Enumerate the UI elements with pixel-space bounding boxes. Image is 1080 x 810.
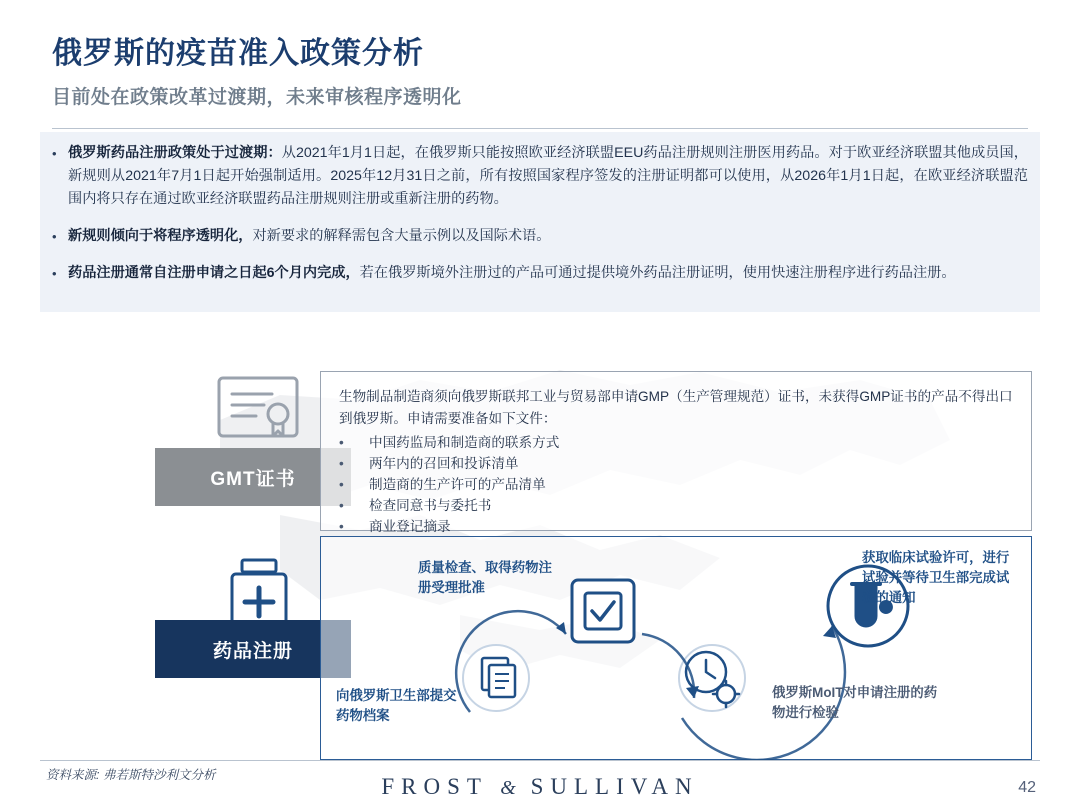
bullet-list (52, 142, 1028, 299)
gmt-item-label: 检查同意书与委托书 (369, 498, 492, 513)
title-block (52, 36, 462, 109)
page-title: 俄罗斯的疫苗准入政策分析 (52, 37, 424, 70)
gmt-requirement-list (339, 432, 1013, 537)
gmt-item-label: 中国药监局和制造商的联系方式 (369, 435, 560, 450)
bullet-body: 对新要求的解释需包含大量示例以及国际术语。 (252, 228, 551, 244)
footer-divider (40, 760, 1040, 761)
bullet-content (68, 142, 1028, 211)
page-subtitle: 目前处在政策改革过渡期，未来审核程序透明化 (52, 87, 462, 108)
bullet-marker: • (339, 519, 344, 534)
gmt-item-label: 商业登记摘录 (369, 519, 451, 534)
bullet-marker: • (339, 477, 344, 492)
bullet-content (68, 225, 1028, 248)
bullet-marker: • (52, 266, 57, 281)
gmt-paragraph: 生物制品制造商须向俄罗斯联邦工业与贸易部申请GMP（生产管理规范）证书，未获得GMP证书的产品不得出口到俄罗斯。申请需要准备如下文件： (339, 389, 1013, 426)
bullet-marker: • (52, 229, 57, 244)
step-quality-check-label: 质量检查、取得药物注册受理批准 (418, 560, 552, 595)
list-item (339, 495, 1013, 516)
bullet-marker: • (52, 146, 57, 161)
brand-right: SULLIVAN (530, 774, 699, 799)
bullet-body: 若在俄罗斯境外注册过的产品可通过提供境外药品注册证明，使用快速注册程序进行药品注册。 (359, 265, 956, 281)
documents-icon (463, 645, 529, 711)
bullet-marker: • (339, 498, 344, 513)
step-moit-test-label: 俄罗斯MoIT对申请注册的药物进行检验 (772, 685, 938, 720)
bullet-lead: 药品注册通常自注册申请之日起6个月内完成， (68, 265, 360, 281)
bullet-lead: 新规则倾向于将程序透明化， (68, 228, 253, 244)
list-item (339, 432, 1013, 453)
step-submit-dossier-label: 向俄罗斯卫生部提交药物档案 (336, 688, 457, 723)
source-note: 资料来源: 弗若斯特沙利文分析 (46, 768, 216, 782)
brand-ampersand: & (500, 777, 518, 799)
drug-registration-label: 药品注册 (155, 620, 351, 678)
list-item (52, 142, 1028, 211)
step-clinical-permit-label: 获取临床试验许可，进行试验并等待卫生部完成试验的通知 (862, 550, 1010, 605)
certificate-icon (216, 372, 300, 442)
list-item (339, 516, 1013, 537)
bullet-marker: • (339, 435, 344, 450)
list-item (339, 474, 1013, 495)
checkbox-icon (572, 580, 634, 642)
bullet-body: 从2021年1月1日起，在俄罗斯只能按照欧亚经济联盟EEU药品注册规则注册医用药品。对于欧亚经济联盟其他成员国，新规则从2021年7月1日起开始强制适用。2025年12月31日之前，所有按照国家程序签发的注册证明都可以使用，从2026年1月1日起，在欧亚经济联盟范围内将只存在通过欧亚经济联盟药品注册规则注册或重新注册的药物。 (68, 145, 1028, 207)
page-number: 42 (1018, 779, 1036, 796)
gmt-item-label: 制造商的生产许可的产品清单 (369, 477, 546, 492)
clock-gear-icon (679, 645, 745, 711)
brand-logo (0, 774, 1080, 800)
gmt-item-label: 两年内的召回和投诉清单 (369, 456, 519, 471)
gmt-content-box (320, 371, 1032, 534)
list-item (339, 453, 1013, 474)
list-item (52, 225, 1028, 248)
header-divider (52, 128, 1028, 129)
brand-left: FROST (381, 774, 488, 799)
list-item (52, 262, 1028, 285)
gmt-label: GMT证书 (155, 448, 351, 506)
bullet-lead: 俄罗斯药品注册政策处于过渡期： (68, 145, 282, 161)
bullet-content (68, 262, 1028, 285)
bullet-marker: • (339, 456, 344, 471)
